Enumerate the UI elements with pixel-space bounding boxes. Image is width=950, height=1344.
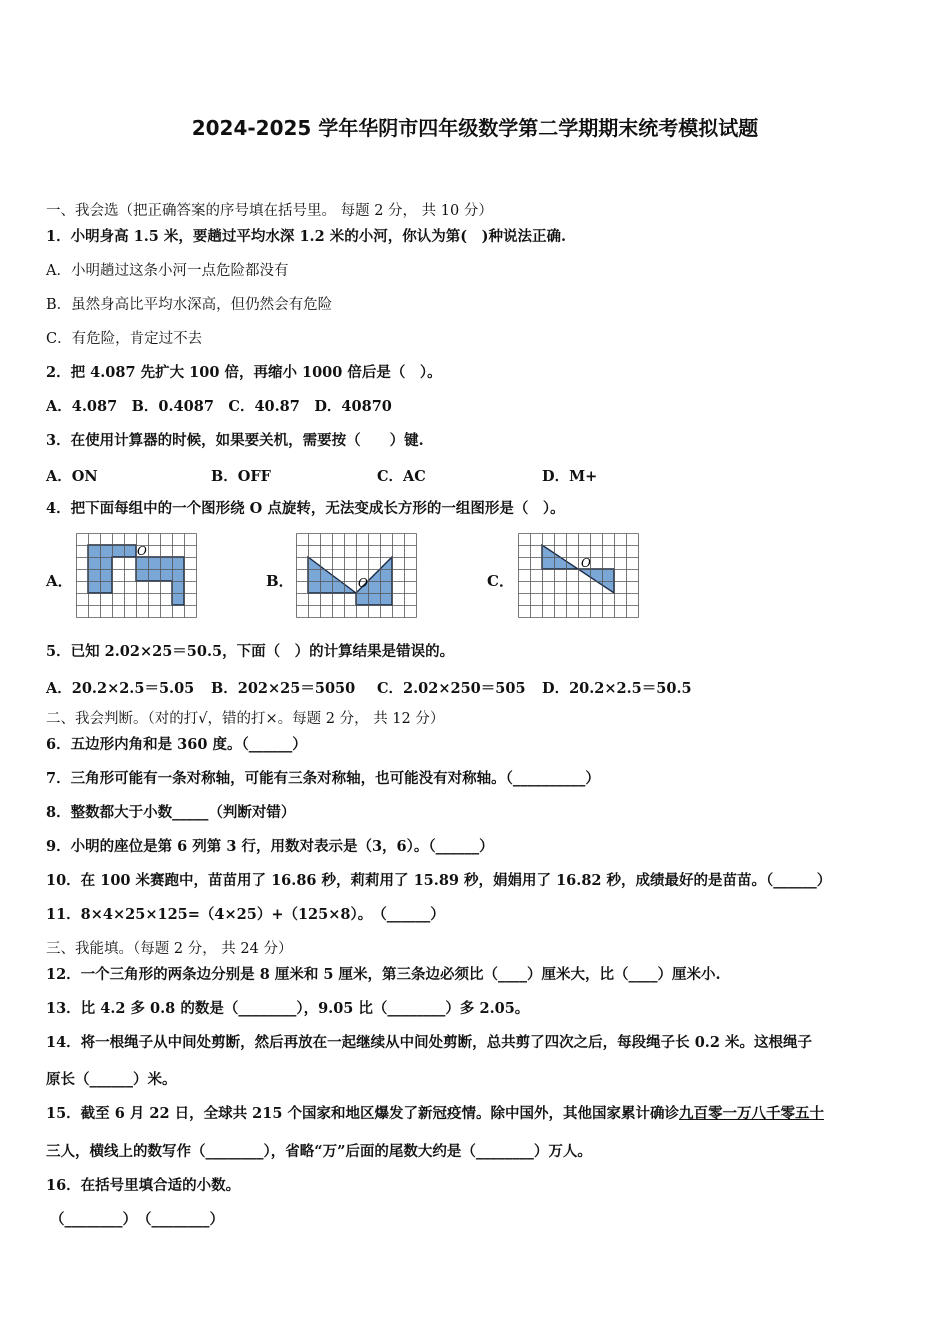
q15-text-line1	[46, 1104, 824, 1124]
figure-b-shape-left	[308, 557, 356, 593]
q4-figure-a	[76, 533, 199, 619]
figure-c-shapes	[542, 545, 614, 593]
q4-label-b: B．	[266, 572, 294, 590]
q12-text: 12．一个三角形的两条边分别是 8 厘米和 5 厘米，第三条边必须比（____）厘米大，比（____）厘米小.	[46, 966, 721, 983]
q3-option-c: C．AC	[377, 468, 426, 485]
page-title: 2024-2025 学年华阴市四年级数学第二学期期末统考模拟试题	[191, 116, 759, 140]
q9-text: 9．小明的座位是第 6 列第 3 行，用数对表示是（3，6）。（______）	[46, 838, 494, 855]
q5-option-d: D．20.2×2.5＝50.5	[542, 680, 692, 697]
q16-text: 16．在括号里填合适的小数。	[46, 1177, 241, 1194]
q3-option-a: A．ON	[46, 468, 98, 485]
figure-c-shape-left	[542, 545, 578, 569]
figure-c-o-label: O	[581, 556, 591, 570]
q1-text: 1．小明身高 1.5 米，要趟过平均水深 1.2 米的小河，你认为第( )种说法正确.	[46, 228, 567, 245]
q5-text: 5．已知 2.02×25＝50.5，下面（ ）的计算结果是错误的。	[46, 643, 455, 660]
figure-c-shape-right	[578, 569, 614, 593]
section1-heading: 一、我会选（把正确答案的序号填在括号里。 每题 2 分， 共 10 分）	[46, 203, 493, 219]
figure-a-shapes	[88, 545, 184, 605]
figure-a-shape-right	[136, 557, 184, 605]
q5-option-a: A．20.2×2.5＝5.05	[46, 680, 195, 697]
figure-b-o-label: O	[358, 576, 368, 590]
q3-option-d: D．M+	[542, 468, 598, 485]
q8-text: 8．整数都大于小数_____（判断对错）	[46, 804, 296, 821]
figure-a-o-label: O	[137, 544, 147, 558]
q4-figure-b	[296, 533, 419, 619]
q1-option-b: B．虽然身高比平均水深高，但仍然会有危险	[46, 297, 333, 313]
q16-blanks: （________） （________）	[50, 1211, 224, 1228]
q4-label-c: C．	[487, 572, 514, 590]
q15-text-line2: 三人，横线上的数写作（________），省略“万”后面的尾数大约是（________）万人。	[46, 1143, 592, 1160]
q6-text: 6．五边形内角和是 360 度。（______）	[46, 736, 307, 753]
q2-text: 2．把 4.087 先扩大 100 倍，再缩小 1000 倍后是（ ）。	[46, 364, 442, 381]
q15-underlined-number: 九百零一万八千零五十	[679, 1105, 824, 1122]
q1-option-c: C．有危险，肯定过不去	[46, 331, 203, 347]
q4-figure-c	[518, 533, 641, 619]
q4-text: 4．把下面每组中的一个图形绕 O 点旋转，无法变成长方形的一组图形是（ ）。	[46, 500, 565, 517]
q15-text-part1: 15．截至 6 月 22 日，全球共 215 个国家和地区爆发了新冠疫情。除中国外，其他国家累计确诊	[46, 1105, 679, 1122]
figure-a-shape-left	[88, 545, 136, 593]
q14-text-line2: 原长（______）米。	[46, 1071, 177, 1088]
q13-text: 13．比 4.2 多 0.8 的数是（________），9.05 比（________）多 2.05。	[46, 1000, 530, 1017]
q3-option-b: B．OFF	[211, 468, 271, 485]
q11-text: 11．8×4×25×125=（4×25）+（125×8）。 （______）	[46, 906, 445, 923]
q14-text-line1: 14．将一根绳子从中间处剪断，然后再放在一起继续从中间处剪断，总共剪了四次之后，每段绳子长 0.2 米。这根绳子	[46, 1034, 812, 1051]
q5-option-c: C．2.02×250＝505	[377, 680, 526, 697]
q3-text: 3．在使用计算器的时候，如果要关机，需要按（ ）键.	[46, 432, 424, 449]
section3-heading: 三、我能填。（每题 2 分， 共 24 分）	[46, 941, 293, 957]
q5-option-b: B．202×25＝5050	[211, 680, 356, 697]
q1-option-a: A．小明趟过这条小河一点危险都没有	[46, 263, 289, 279]
q7-text: 7．三角形可能有一条对称轴，可能有三条对称轴，也可能没有对称轴。（__________）	[46, 770, 600, 787]
q10-text: 10．在 100 米赛跑中，苗苗用了 16.86 秒，莉莉用了 15.89 秒，娟娟用了 16.82 秒，成绩最好的是苗苗。（______）	[46, 872, 832, 889]
q2-options: A．4.087 B．0.4087 C．40.87 D．40870	[46, 398, 392, 415]
q4-label-a: A．	[46, 572, 73, 590]
section2-heading: 二、我会判断。（对的打√，错的打×。每题 2 分， 共 12 分）	[46, 711, 445, 727]
